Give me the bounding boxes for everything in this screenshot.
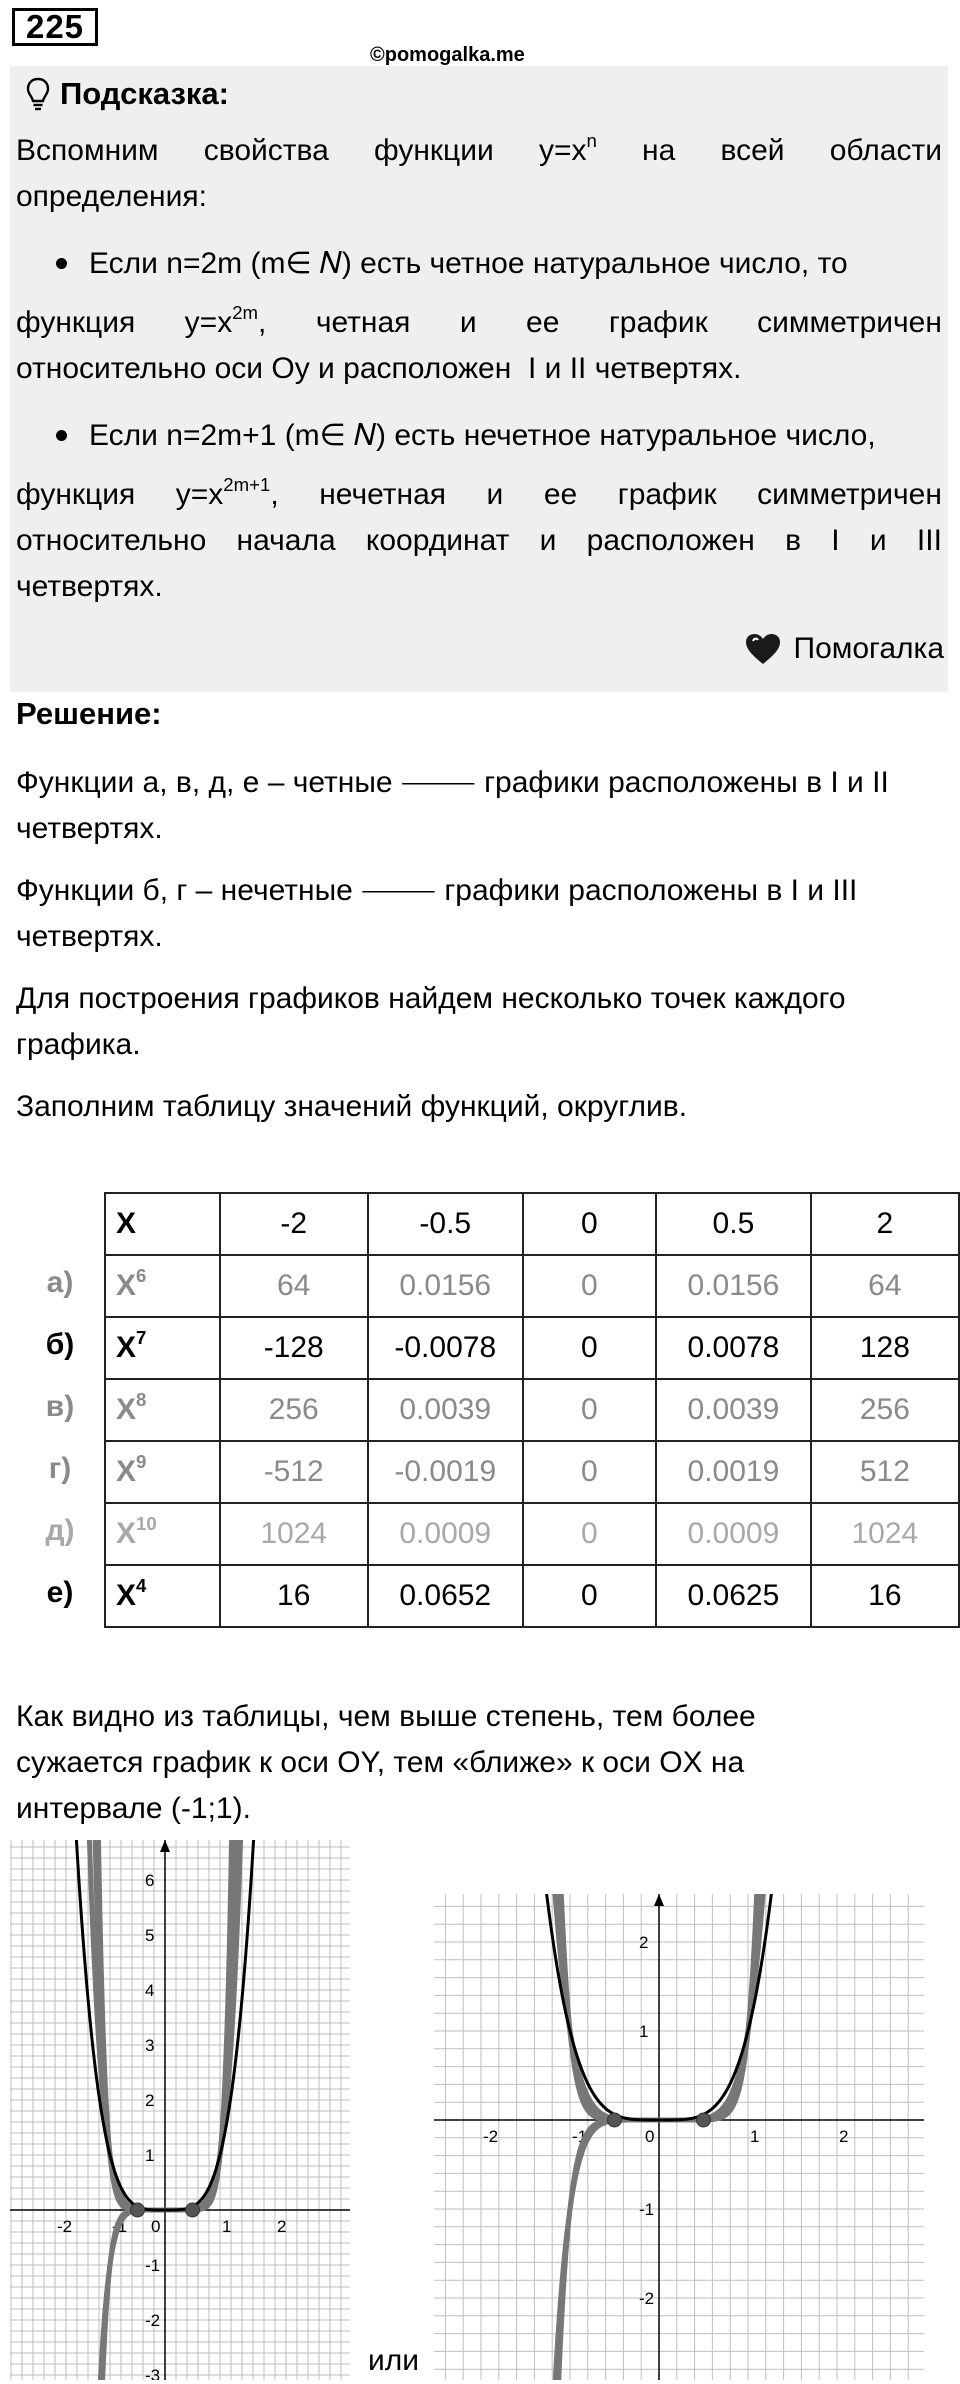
word: I: [831, 524, 840, 557]
table-cell: 0.0652: [368, 1565, 523, 1627]
x-tick-label: 2: [839, 2127, 849, 2146]
function-cell: [105, 1565, 220, 1627]
header-cell: -0.5: [368, 1193, 523, 1255]
function-cell: [105, 1379, 220, 1441]
row-label: д): [45, 1514, 75, 1547]
y-tick-label: 1: [639, 2022, 649, 2041]
word: ее: [526, 306, 560, 339]
y-tick-label: 3: [145, 2036, 155, 2055]
word: в: [785, 524, 801, 557]
y-tick-label: -1: [639, 2200, 655, 2219]
solution-p1-line2: четвертях.: [16, 812, 163, 845]
y-tick-label: -1: [145, 2256, 161, 2275]
function-exp: 6: [136, 1264, 147, 1286]
word: функции: [374, 134, 494, 167]
word: всей: [720, 134, 785, 167]
brand-text: Помогалка: [793, 632, 944, 665]
word: функция: [16, 306, 136, 339]
function-cell: [105, 1255, 220, 1317]
hint-title: [26, 76, 229, 112]
bullet-text: Если n=2m (m∈ 𝑁) есть четное натуральное число, то: [89, 247, 848, 280]
function-curve: [98, 1840, 237, 2380]
row-label: е): [46, 1576, 74, 1609]
table-cell: -128: [220, 1317, 368, 1379]
or-label: или: [368, 2344, 420, 2377]
function-exp: 4: [136, 1574, 147, 1596]
header-cell: -2: [220, 1193, 368, 1255]
y-tick-label: -3: [145, 2366, 161, 2380]
word: и: [459, 306, 477, 339]
data-point: [608, 2113, 622, 2127]
data-point: [697, 2113, 711, 2127]
table-cell: -0.0078: [368, 1317, 523, 1379]
header-cell: 0: [523, 1193, 656, 1255]
formula: [184, 301, 267, 340]
word: на: [642, 134, 676, 167]
hint-b2-line1: [16, 473, 942, 512]
table-cell: 0.0009: [656, 1503, 811, 1565]
x-tick-label: -2: [483, 2127, 499, 2146]
table-cell: 0.0156: [656, 1255, 811, 1317]
hint-b1-line1: [16, 301, 942, 340]
y-tick-label: 2: [145, 2091, 155, 2110]
table-cell: -512: [220, 1441, 368, 1503]
table-cell: 0: [523, 1317, 656, 1379]
y-tick-label: 5: [145, 1926, 155, 1945]
solution-p3-line2: графика.: [16, 1028, 141, 1061]
header-cell: X: [105, 1193, 220, 1255]
y-axis-arrow: [160, 1840, 170, 1852]
word: и: [869, 524, 887, 557]
formula-base: y=x: [184, 306, 233, 339]
formula-base: y=x: [175, 478, 224, 511]
hint-intro-line1: [16, 129, 942, 168]
hint-b1-line2: относительно оси Оу и расположен I и II четвертях.: [16, 352, 742, 385]
y-tick-label: 4: [145, 1981, 155, 2000]
hint-title-text: Подсказка:: [60, 76, 229, 111]
y-tick-label: 2: [639, 1933, 649, 1952]
function-cell: [105, 1317, 220, 1379]
table-cell: 1024: [811, 1503, 959, 1565]
formula-exp: n: [586, 129, 597, 151]
hint-b2-line2: [16, 524, 942, 558]
table-row: [105, 1255, 959, 1317]
y-axis-arrow: [654, 1894, 664, 1906]
table-row: [105, 1441, 959, 1503]
table-cell: 0: [523, 1255, 656, 1317]
x-tick-label: 1: [750, 2127, 760, 2146]
solution-p1-line1: Функции а, в, д, е – четные ⸻ графики расположены в I и II: [16, 766, 889, 799]
table-cell: 64: [811, 1255, 959, 1317]
solution-p3-line1: Для построения графиков найдем несколько точек каждого: [16, 982, 846, 1015]
table-cell: 1024: [220, 1503, 368, 1565]
row-label: б): [45, 1328, 75, 1361]
table-row: [105, 1565, 959, 1627]
values-table: [104, 1192, 960, 1628]
table-cell: 0: [523, 1503, 656, 1565]
table-cell: 0: [523, 1379, 656, 1441]
x-tick-label: 2: [277, 2217, 287, 2236]
table-cell: 0.0156: [368, 1255, 523, 1317]
formula: [538, 129, 597, 168]
y-tick-label: 6: [145, 1871, 155, 1890]
data-point: [131, 2203, 145, 2217]
function-exp: 10: [136, 1512, 157, 1534]
function-cell: [105, 1503, 220, 1565]
solution-p2-line1: Функции б, г – нечетные ⸻ графики расположены в I и III: [16, 874, 858, 907]
word: четная: [315, 306, 411, 339]
function-exp: 8: [136, 1388, 147, 1410]
word: начала: [236, 524, 336, 557]
y-tick-label: 1: [145, 2146, 155, 2165]
header-cell: 2: [811, 1193, 959, 1255]
hint-bullet-1: [56, 246, 848, 281]
x-tick-label: -2: [57, 2217, 73, 2236]
hint-b2-line3: четвертях.: [16, 570, 163, 603]
word: свойства: [203, 134, 329, 167]
word: функция: [16, 478, 136, 511]
word: расположен: [586, 524, 755, 557]
solution-title: Решение:: [16, 696, 162, 731]
x-tick-label: 0: [151, 2217, 161, 2236]
table-cell: 0.0078: [656, 1317, 811, 1379]
table-cell: 256: [220, 1379, 368, 1441]
task-number: 225: [12, 8, 98, 46]
table-row: [105, 1503, 959, 1565]
comma: ,: [270, 478, 279, 511]
header-cell: 0.5: [656, 1193, 811, 1255]
solution-p2-line2: четвертях.: [16, 920, 163, 953]
formula-exp: 2m: [232, 301, 259, 323]
formula: [175, 473, 279, 512]
y-tick-label: -2: [145, 2311, 161, 2330]
row-label: в): [45, 1390, 75, 1423]
bullet-dot: [56, 258, 67, 269]
lightbulb-icon: [26, 77, 50, 111]
function-exp: 7: [136, 1326, 147, 1348]
function-base: X: [116, 1455, 137, 1488]
word: III: [916, 524, 942, 557]
table-cell: 0.0009: [368, 1503, 523, 1565]
x-tick-label: -1: [572, 2127, 588, 2146]
formula-base: y=x: [538, 134, 587, 167]
row-label: а): [46, 1266, 74, 1299]
table-cell: 0.0039: [368, 1379, 523, 1441]
word: координат: [365, 524, 510, 557]
solution-p5-line3: интервале (-1;1).: [16, 1792, 251, 1825]
table-cell: 0: [523, 1565, 656, 1627]
graph-right: [434, 1894, 924, 2380]
word: симметричен: [757, 478, 942, 511]
bullet-dot: [56, 430, 67, 441]
table-cell: 128: [811, 1317, 959, 1379]
table-cell: 16: [811, 1565, 959, 1627]
word: симметричен: [757, 306, 942, 339]
word: относительно: [16, 524, 207, 557]
function-base: X: [116, 1331, 137, 1364]
function-base: X: [116, 1269, 137, 1302]
formula-exp: 2m+1: [223, 473, 271, 495]
data-point: [186, 2203, 200, 2217]
function-cell: [105, 1441, 220, 1503]
table-cell: 0: [523, 1441, 656, 1503]
x-tick-label: -1: [112, 2217, 128, 2236]
bullet-text: Если n=2m+1 (m∈ 𝑁) есть нечетное натуральное число,: [89, 419, 876, 452]
table-cell: 256: [811, 1379, 959, 1441]
table-cell: 64: [220, 1255, 368, 1317]
heart-icon: [744, 632, 782, 666]
hint-bullet-2: [56, 418, 876, 453]
word: и: [486, 478, 504, 511]
table-cell: 512: [811, 1441, 959, 1503]
solution-p5-line2: сужается график к оси OY, тем «ближе» к оси OX на: [16, 1746, 745, 1779]
word: график: [617, 478, 717, 511]
graph-left: [10, 1840, 350, 2380]
hint-intro-line2: определения:: [16, 180, 207, 213]
function-base: X: [116, 1393, 137, 1426]
table-cell: 16: [220, 1565, 368, 1627]
table-cell: 0.0039: [656, 1379, 811, 1441]
word: график: [608, 306, 708, 339]
word: области: [829, 134, 942, 167]
comma: ,: [258, 306, 267, 339]
word: ее: [543, 478, 578, 511]
function-exp: 9: [136, 1450, 147, 1472]
word: и: [539, 524, 557, 557]
table-cell: -0.0019: [368, 1441, 523, 1503]
solution-p5-line1: Как видно из таблицы, чем выше степень, тем более: [16, 1700, 756, 1733]
y-tick-label: -2: [639, 2289, 655, 2308]
table-row: [105, 1379, 959, 1441]
x-tick-label: 1: [222, 2217, 232, 2236]
solution-p4: Заполним таблицу значений функций, округлив.: [16, 1090, 688, 1123]
table-cell: 0.0625: [656, 1565, 811, 1627]
function-base: X: [116, 1517, 137, 1550]
row-label: г): [48, 1452, 72, 1485]
x-tick-label: 0: [645, 2127, 655, 2146]
table-header-row: [105, 1193, 959, 1255]
word: нечетная: [319, 478, 447, 511]
word: Вспомним: [16, 134, 159, 167]
table-cell: 0.0019: [656, 1441, 811, 1503]
function-base: X: [116, 1579, 137, 1612]
brand-label: [744, 632, 945, 666]
table-row: [105, 1317, 959, 1379]
site-watermark: ©pomogalka.me: [370, 44, 525, 66]
